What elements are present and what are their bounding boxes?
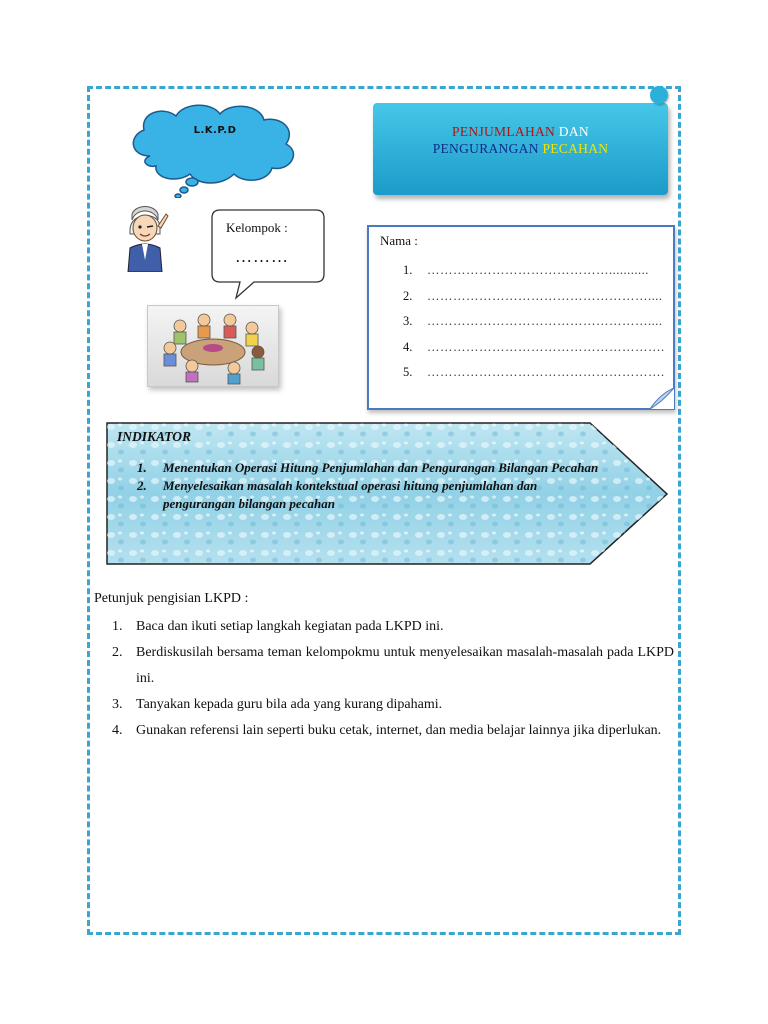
title-text bbox=[373, 123, 668, 157]
list-item: 3. Tanyakan kepada guru bila ada yang kurang dipahami. bbox=[112, 697, 443, 712]
list-item: 1. Baca dan ikuti setiap langkah kegiatan pada LKPD ini. bbox=[112, 619, 444, 634]
nama-row[interactable]: 3. …………………………………………….... bbox=[403, 314, 665, 340]
group-discussion-image bbox=[147, 305, 279, 387]
petunjuk-list bbox=[112, 614, 674, 744]
title-word-pengurangan: PENGURANGAN bbox=[432, 141, 539, 156]
banner-scroll-curl bbox=[650, 86, 668, 104]
petunjuk-title: Petunjuk pengisian LKPD : bbox=[94, 591, 249, 606]
nama-field[interactable]: …………………………………………….... bbox=[427, 288, 663, 303]
kelompok-label: Kelompok : bbox=[226, 220, 288, 235]
kelompok-field[interactable]: ……… bbox=[235, 247, 289, 266]
kelompok-bubble bbox=[208, 208, 328, 302]
lkpd-cloud bbox=[120, 98, 310, 198]
page-fold-corner bbox=[650, 388, 674, 409]
nama-field[interactable]: ……………………………………........... bbox=[427, 263, 649, 277]
nama-field[interactable]: …………………………………………….... bbox=[427, 314, 663, 328]
nama-row[interactable]: 1. ……………………………………........... bbox=[403, 263, 665, 289]
lkpd-label: L.K.P.D bbox=[193, 125, 237, 136]
nama-box bbox=[367, 225, 675, 410]
indikator-panel bbox=[105, 421, 670, 567]
nama-row[interactable]: 2. …………………………………………….... bbox=[403, 289, 665, 315]
nama-label: Nama : bbox=[380, 233, 418, 248]
teacher-illustration bbox=[120, 200, 170, 272]
title-banner bbox=[373, 103, 668, 195]
nama-row[interactable]: 4. ………………………………………………. bbox=[403, 340, 665, 366]
nama-list bbox=[403, 263, 665, 391]
nama-field[interactable]: ………………………………………………. bbox=[427, 365, 665, 379]
title-word-dan: DAN bbox=[558, 124, 589, 139]
list-item: 1. Menentukan Operasi Hitung Penjumlahan dan Pengurangan Bilangan Pecahan bbox=[137, 460, 599, 475]
list-item: 2. Berdiskusilah bersama teman kelompokmu untuk menyelesaikan masalah-masalah pada LKPD ini. bbox=[112, 645, 674, 686]
list-item: 2. Menyelesaikan masalah kontekstual operasi hitung penjumlahan dan pengurangan bilangan pecahan bbox=[137, 478, 538, 511]
nama-row[interactable]: 5. ………………………………………………. bbox=[403, 365, 665, 391]
title-word-penjumlahan: PENJUMLAHAN bbox=[452, 124, 556, 139]
title-word-pecahan: PECAHAN bbox=[542, 141, 609, 156]
nama-field[interactable]: ………………………………………………. bbox=[427, 339, 665, 354]
indikator-list bbox=[137, 459, 607, 513]
indikator-title: INDIKATOR bbox=[117, 429, 192, 444]
list-item: 4. Gunakan referensi lain seperti buku cetak, internet, dan media belajar lainnya jika diperlukan. bbox=[112, 723, 662, 738]
